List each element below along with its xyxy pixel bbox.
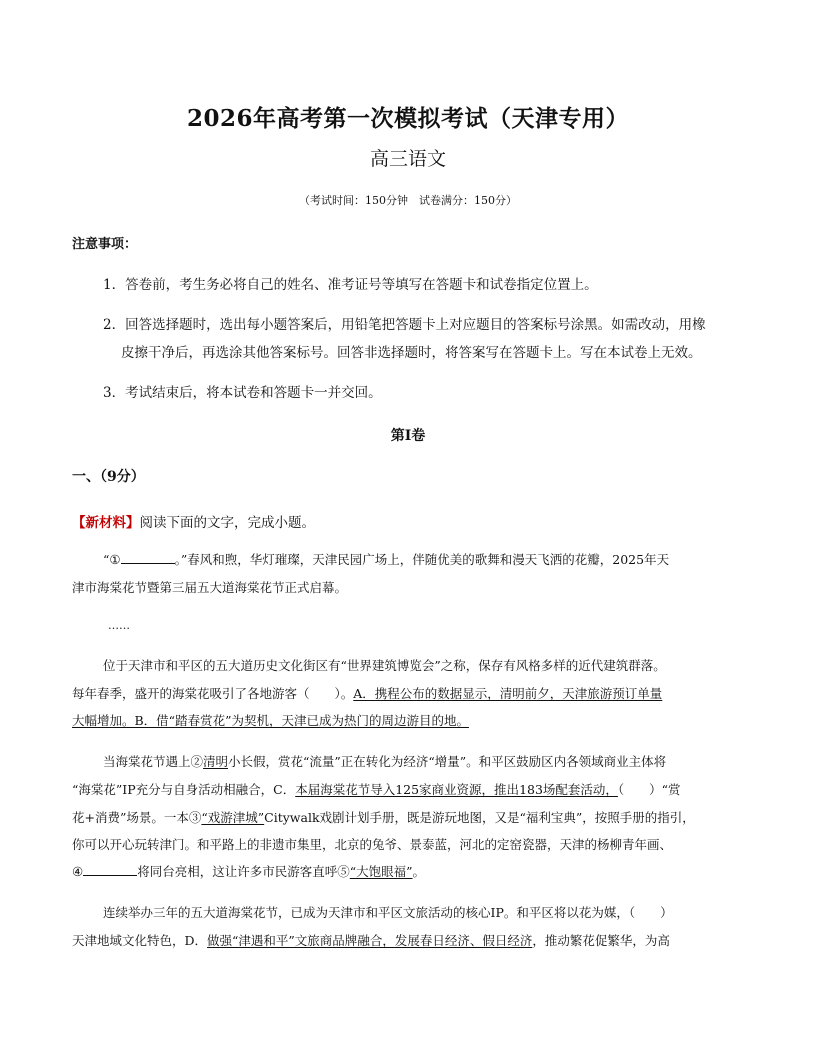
- material-tag: 【新材料】: [72, 515, 140, 531]
- text-run: 每年春季，盛开的海棠花吸引了各地游客（ ）。: [72, 686, 354, 701]
- passage-p3-line-3: [72, 808, 695, 826]
- notice-item-3: 3．考试结束后，将本试卷和答题卡一并交回。: [103, 385, 382, 401]
- passage-p1-line-2: 津市海棠花节暨第三届五大道海棠花节正式启幕。: [72, 580, 348, 595]
- exam-title: 2026年高考第一次模拟考试（天津专用）: [186, 105, 629, 132]
- text-run: ④: [72, 864, 84, 879]
- part-heading: 一、（9分）: [72, 469, 145, 485]
- answer-blank-1: [121, 551, 175, 564]
- underlined-sentence-d: 做强“津遇和平”文旅商品牌融合，发展春日经济、假日经济: [207, 933, 533, 948]
- text-run: 花+消费”场景。一本③: [72, 810, 202, 825]
- text-run: 小长假，赏花“流量”正在转化为经济“增量”。和平区鼓励区内各领域商业主体将: [228, 754, 667, 769]
- passage-ellipsis: ……: [108, 619, 130, 632]
- notice-item-1: 1．答卷前，考生务必将自己的姓名、准考证号等填写在答题卡和试卷指定位置上。: [103, 277, 598, 293]
- text-run: 。”春风和煦，华灯璀璨，天津民园广场上，伴随优美的歌舞和漫天飞洒的花瓣，2025年天: [174, 552, 670, 567]
- material-instruction: 阅读下面的文字，完成小题。: [139, 515, 315, 531]
- section-label: 第Ⅰ卷: [390, 428, 426, 444]
- underlined-sentence-a: A．携程公布的数据显示，清明前夕，天津旅游预订单量: [353, 686, 663, 701]
- text-run: 将同台亮相，这让许多市民游客直呼⑤: [137, 864, 350, 879]
- answer-blank-4: [83, 863, 137, 876]
- text-run: “海棠花”IP充分与自身活动相融合，C．: [72, 782, 296, 797]
- passage-p3-line-4: 你可以开心玩转津门。和平路上的非遗市集里，北京的兔爷、景泰蓝，河北的定窑瓷器，天津的杨柳青年画、: [72, 837, 673, 852]
- text-run: 。: [412, 864, 426, 879]
- underlined-word-3: “戏游津城”: [201, 810, 265, 825]
- material-line: [72, 511, 315, 531]
- notice-heading: 注意事项：: [72, 237, 138, 252]
- underlined-word-5: “大饱眼福”: [349, 864, 413, 879]
- notice-item-2-line-1: 2．回答选择题时，选出每小题答案后，用铅笔把答题卡上对应题目的答案标号涂黑。如需改动，用橡: [103, 317, 706, 333]
- passage-p2-line-2: [72, 684, 662, 702]
- passage-p4-line-1: 连续举办三年的五大道海棠花节，已成为天津市和平区文旅活动的核心IP。和平区将以花为媒，（ ）: [103, 905, 673, 920]
- text-run: 天津地域文化特色，D．: [72, 933, 208, 948]
- exam-subject: 高三语文: [369, 148, 446, 170]
- passage-p1-line-1: [103, 550, 669, 568]
- passage-p3-line-2: [72, 780, 681, 798]
- text-run: 当海棠花节遇上②: [103, 754, 204, 769]
- underlined-sentence-c: 本届海棠花节导入125家商业资源，推出183场配套活动，: [295, 782, 618, 797]
- text-run: Citywalk戏剧计划手册，既是游玩地图，又是“福利宝典”，按照手册的指引，: [264, 810, 695, 825]
- passage-p4-line-2: [72, 931, 670, 949]
- notice-item-2-line-2: 皮擦干净后，再选涂其他答案标号。回答非选择题时，将答案写在答题卡上。写在本试卷上无效。: [121, 345, 702, 361]
- text-run: ，推动繁花促繁华，为高: [532, 933, 670, 948]
- passage-p3-line-5: [72, 862, 425, 880]
- passage-p2-line-3: [72, 711, 469, 729]
- passage-p3-line-1: [103, 752, 666, 770]
- exam-meta: （考试时间：150分钟 试卷满分：150分）: [299, 194, 517, 207]
- text-run: （ ）“赏: [617, 782, 681, 797]
- text-run: “①: [103, 552, 121, 567]
- passage-p2-line-1: 位于天津市和平区的五大道历史文化街区有“世界建筑博览会”之称，保存有风格多样的近代建筑群落。: [103, 658, 666, 673]
- underlined-word-2: 清明: [203, 754, 229, 769]
- underlined-sentence-b: 大幅增加。B．借“踏春赏花”为契机，天津已成为热门的周边游目的地。: [72, 713, 469, 728]
